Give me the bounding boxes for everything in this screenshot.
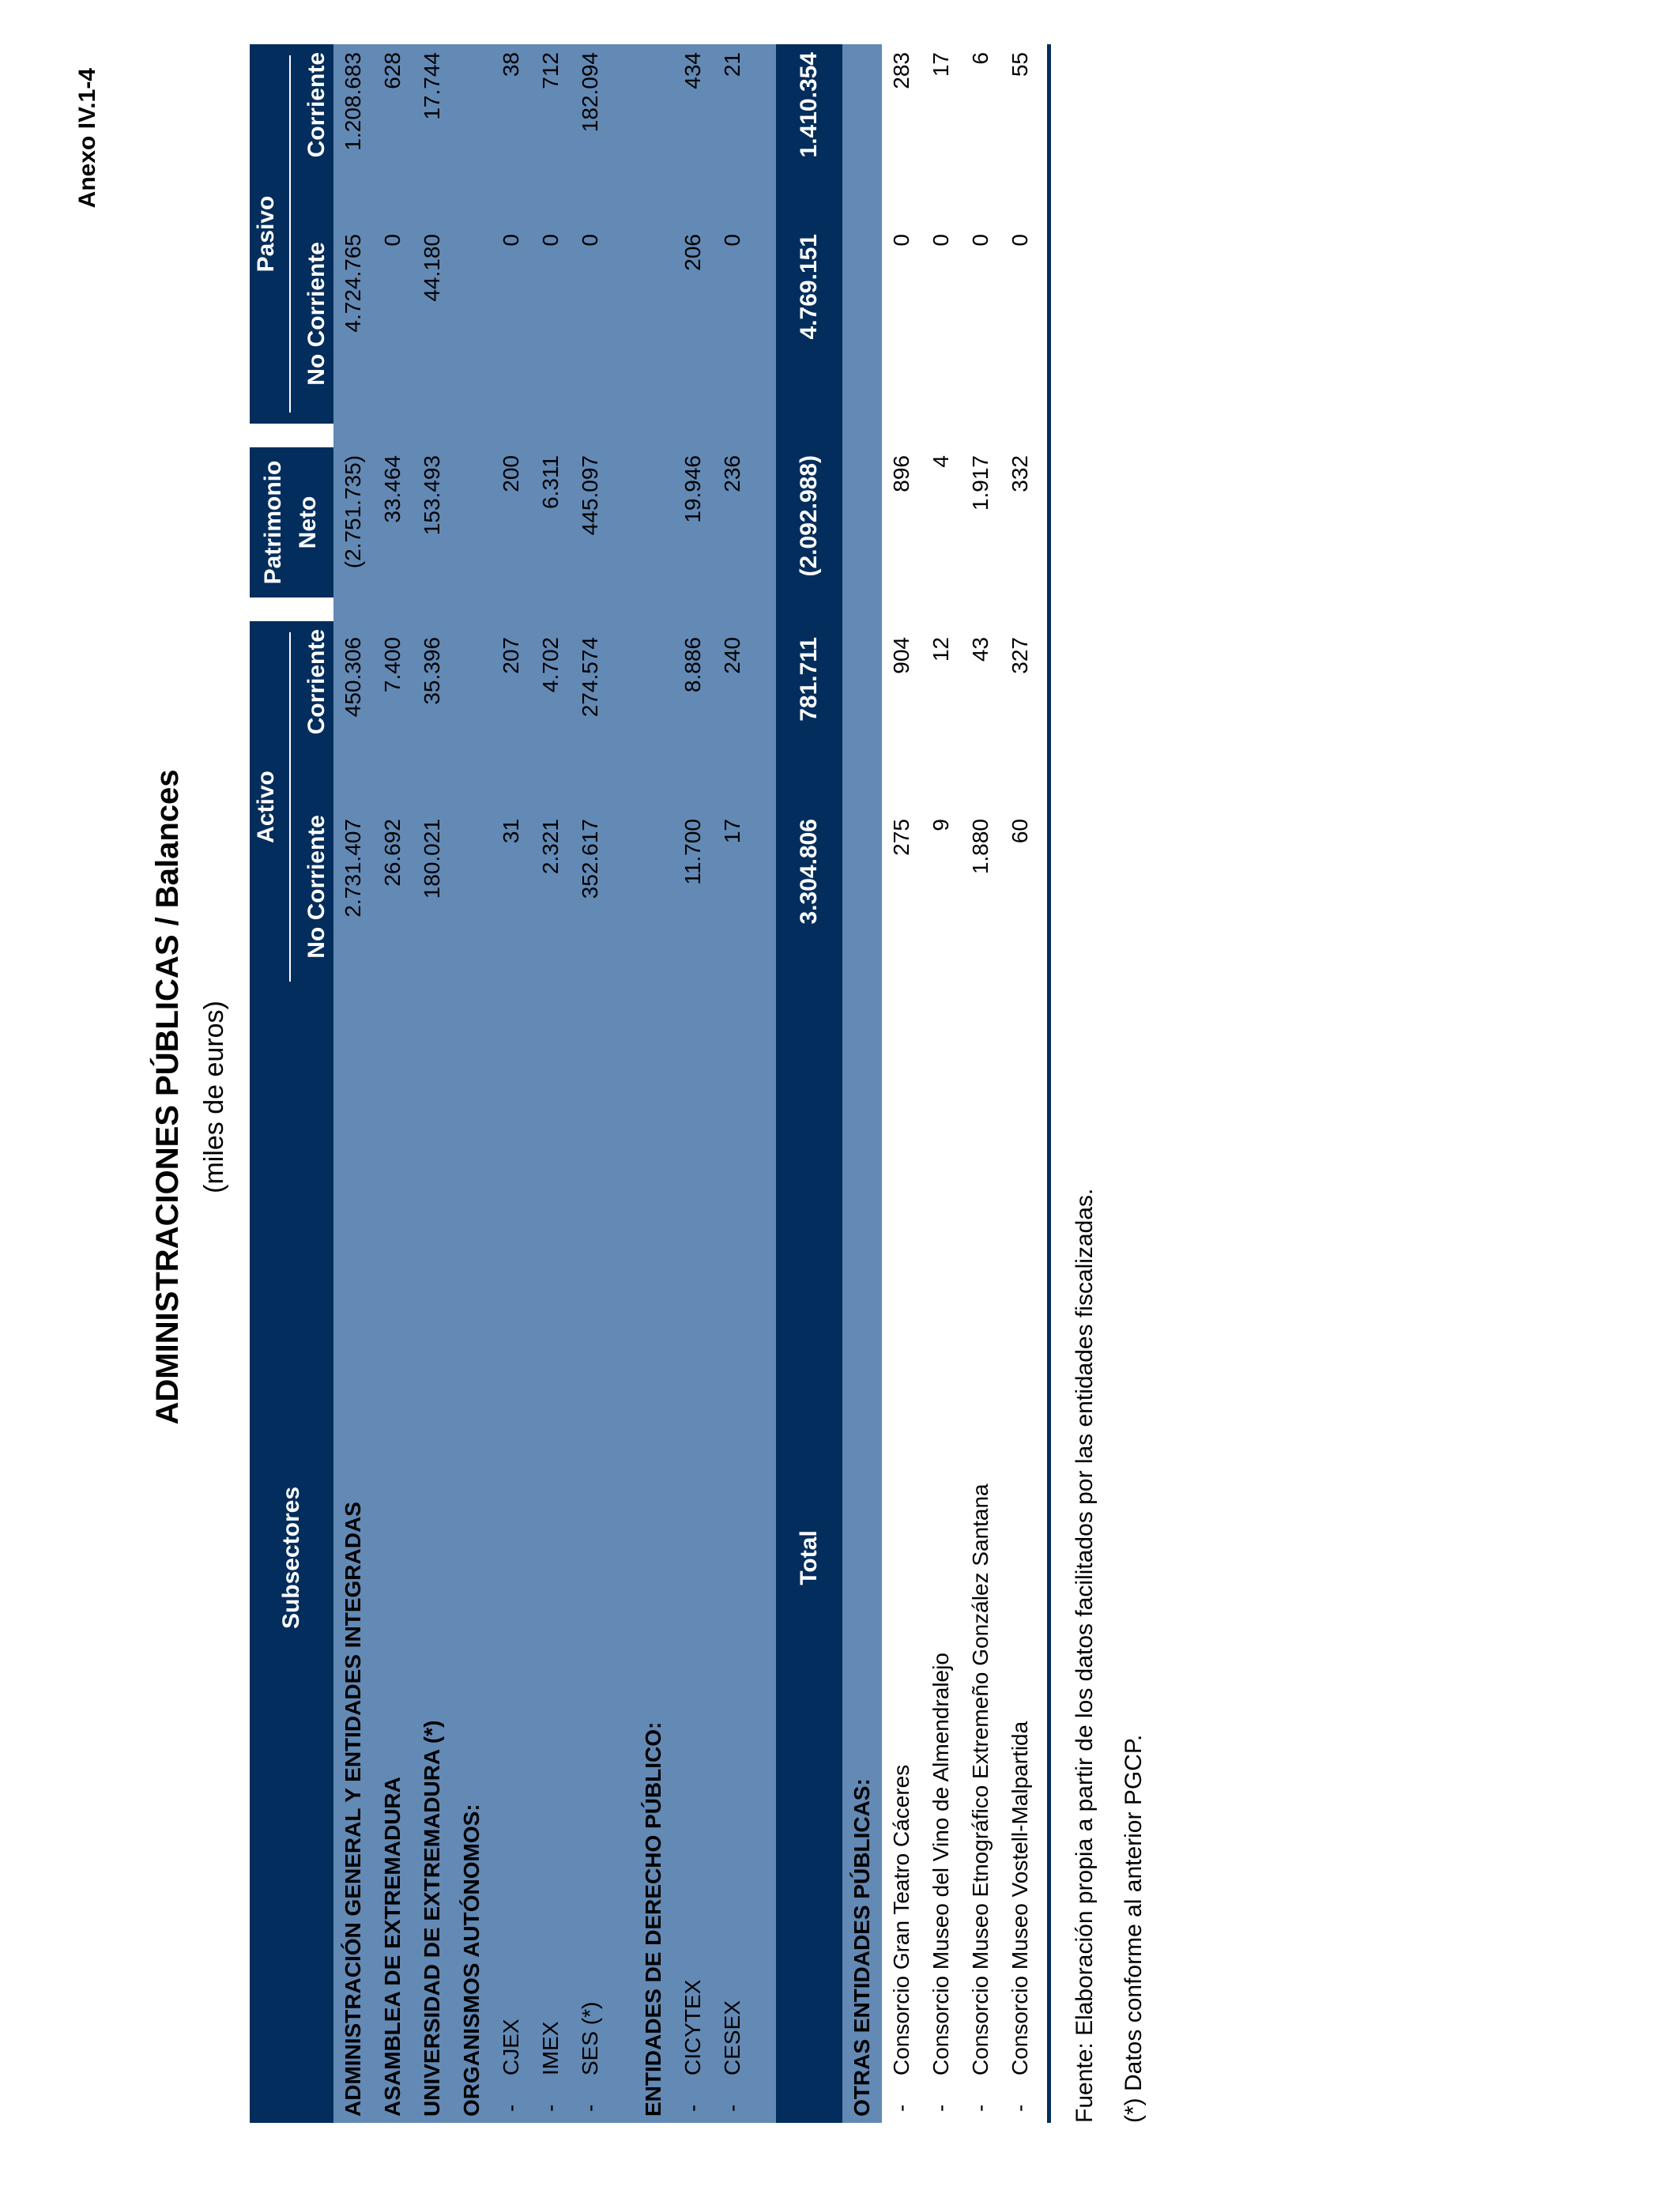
row-dash: - [1008, 2104, 1032, 2112]
cell-pasivo-no-corriente: 44.180 [420, 234, 444, 302]
cell-pasivo-no-corriente: 0 [929, 234, 953, 247]
cell-pasivo-no-corriente: 0 [889, 234, 913, 247]
cell-activo-corriente: 43 [968, 637, 993, 662]
header-divider [289, 55, 291, 413]
cell-pasivo-corriente: 283 [889, 52, 913, 89]
cell-activo-no-corriente: 11.700 [680, 819, 705, 885]
row-label-text: CICYTEX [680, 1979, 705, 2075]
section-header-label: ORGANISMOS AUTÓNOMOS: [459, 1804, 484, 2117]
table-row [373, 44, 412, 2123]
cell-activo-no-corriente: 26.692 [380, 819, 405, 887]
header-pasivo: Pasivo [253, 195, 279, 273]
cell-pasivo-no-corriente: 0 [499, 234, 523, 247]
cell-pasivo-corriente: 17.744 [420, 52, 444, 120]
section-header-label: OTRAS ENTIDADES PÚBLICAS: [849, 1778, 874, 2117]
row-label: ADMINISTRACIÓN GENERAL Y ENTIDADES INTEGRADAS [341, 1502, 365, 2117]
cell-pasivo-no-corriente: 4.724.765 [341, 234, 365, 333]
cell-pasivo-corriente: 712 [538, 52, 563, 89]
row-label [492, 2019, 531, 2112]
cell-activo-corriente: 450.306 [341, 637, 365, 718]
cell-pasivo-corriente: 38 [499, 52, 523, 77]
table-row [571, 44, 610, 2123]
header-patrimonio-group [250, 447, 333, 598]
cell-pasivo-corriente: 628 [380, 52, 405, 89]
cell-activo-no-corriente: 60 [1008, 819, 1032, 844]
table-row [1000, 44, 1040, 2123]
balances-table [250, 44, 1051, 2123]
row-dash: - [578, 2104, 602, 2112]
cell-activo-no-corriente: 2.321 [538, 819, 563, 875]
cell-activo-no-corriente: 17 [720, 819, 744, 844]
row-label-text: Consorcio Museo del Vino de Almendralejo [929, 1653, 953, 2075]
cell-pasivo-corriente: 55 [1008, 52, 1032, 77]
cell-activo-corriente: 240 [720, 637, 744, 674]
table-row [921, 44, 961, 2123]
header-subsectores: Subsectores [250, 993, 333, 2123]
header-activo: Activo [253, 771, 279, 843]
cell-pasivo-corriente: 21 [720, 52, 744, 77]
cell-activo-corriente: 8.886 [680, 637, 705, 693]
row-dash: - [929, 2104, 953, 2112]
cell-activo-corriente: 327 [1008, 637, 1032, 674]
cell-activo-corriente: 781.711 [796, 637, 822, 722]
cell-patrimonio-neto: (2.092.988) [796, 455, 822, 577]
row-label: ASAMBLEA DE EXTREMADURA [380, 1777, 405, 2117]
row-label [571, 2002, 610, 2112]
table-row [492, 44, 531, 2123]
page-subtitle: (miles de euros) [199, 1001, 229, 1193]
cell-activo-no-corriente: 275 [889, 819, 913, 856]
cell-activo-corriente: 12 [929, 637, 953, 662]
header-pasivo-corriente: Corriente [303, 52, 330, 158]
other-entities-section [842, 44, 1051, 2123]
total-row [776, 44, 842, 2123]
section-header-row [842, 44, 882, 2123]
cell-pasivo-no-corriente: 206 [680, 234, 705, 271]
section-header-row [452, 44, 492, 2123]
header-activo-no-corriente: No Corriente [303, 815, 330, 959]
cell-patrimonio-neto: 6.311 [538, 455, 563, 509]
row-label-text: SES (*) [578, 2001, 602, 2075]
header-patrimonio: Patrimonio [260, 460, 286, 585]
header-activo-group [250, 621, 333, 993]
table-row [673, 44, 713, 2123]
cell-activo-corriente: 4.702 [538, 637, 563, 693]
row-label: UNIVERSIDAD DE EXTREMADURA (*) [420, 1720, 444, 2117]
section-header-row [634, 44, 673, 2123]
cell-pasivo-corriente: 1.410.354 [796, 52, 822, 158]
row-label-text: IMEX [538, 2021, 563, 2075]
cell-activo-corriente: 35.396 [420, 637, 444, 705]
cell-pasivo-no-corriente: 0 [720, 234, 744, 247]
row-dash: - [499, 2104, 523, 2112]
header-pasivo-group [250, 44, 333, 424]
table-header [250, 44, 333, 2123]
row-label [882, 1765, 921, 2112]
row-dash: - [889, 2104, 913, 2112]
main-section [333, 44, 776, 2123]
cell-activo-corriente: 904 [889, 637, 913, 674]
cell-pasivo-corriente: 6 [968, 52, 993, 65]
cell-patrimonio-neto: 896 [889, 455, 913, 492]
row-label [531, 2022, 571, 2112]
cell-pasivo-no-corriente: 4.769.151 [796, 234, 822, 340]
cell-activo-no-corriente: 1.880 [968, 819, 993, 875]
cell-pasivo-no-corriente: 0 [968, 234, 993, 247]
cell-patrimonio-neto: 445.097 [578, 455, 602, 536]
cell-patrimonio-neto: 332 [1008, 455, 1032, 492]
cell-activo-corriente: 207 [499, 637, 523, 674]
cell-pasivo-corriente: 1.208.683 [341, 52, 365, 151]
cell-pasivo-no-corriente: 0 [1008, 234, 1032, 247]
row-spacer [752, 44, 776, 2123]
header-neto: Neto [295, 496, 321, 549]
row-label [961, 1483, 1000, 2112]
row-dash: - [720, 2104, 744, 2112]
row-label-text: CESEX [720, 2000, 744, 2075]
cell-pasivo-corriente: 182.094 [578, 52, 602, 133]
cell-activo-no-corriente: 2.731.407 [341, 819, 365, 918]
cell-patrimonio-neto: 4 [929, 455, 953, 468]
cell-patrimonio-neto: (2.751.735) [341, 455, 365, 569]
row-label [713, 2000, 752, 2112]
cell-patrimonio-neto: 200 [499, 455, 523, 492]
row-label [1000, 1721, 1040, 2112]
cell-pasivo-no-corriente: 0 [538, 234, 563, 247]
table-row [713, 44, 752, 2123]
row-label-text: Consorcio Museo Vostell-Malpartida [1008, 1721, 1032, 2075]
row-spacer [610, 44, 634, 2123]
section-header-label: ENTIDADES DE DERECHO PÚBLICO: [641, 1721, 665, 2117]
row-dash: - [680, 2104, 705, 2112]
row-label [921, 1653, 961, 2112]
cell-pasivo-corriente: 434 [680, 52, 705, 89]
total-label: Total [796, 1530, 822, 1585]
header-divider [289, 632, 291, 982]
cell-patrimonio-neto: 1.917 [968, 455, 993, 511]
row-label-text: CJEX [499, 2019, 523, 2075]
table-row [333, 44, 373, 2123]
table-bottom-rule [1047, 44, 1051, 2123]
cell-activo-corriente: 7.400 [380, 637, 405, 693]
table-row [882, 44, 921, 2123]
table-row [961, 44, 1000, 2123]
cell-activo-no-corriente: 352.617 [578, 819, 602, 899]
row-label [673, 1980, 713, 2112]
table-row [412, 44, 452, 2123]
cell-pasivo-no-corriente: 0 [380, 234, 405, 247]
page-title: ADMINISTRACIONES PÚBLICAS / Balances [150, 769, 185, 1425]
cell-patrimonio-neto: 236 [720, 455, 744, 492]
table-row [531, 44, 571, 2123]
header-pasivo-no-corriente: No Corriente [303, 242, 330, 386]
cell-activo-no-corriente: 31 [499, 819, 523, 844]
cell-activo-no-corriente: 180.021 [420, 819, 444, 899]
cell-pasivo-no-corriente: 0 [578, 234, 602, 247]
cell-activo-no-corriente: 3.304.806 [796, 819, 822, 925]
annex-label: Anexo IV.1-4 [74, 68, 100, 209]
cell-activo-no-corriente: 9 [929, 819, 953, 831]
row-label-text: Consorcio Museo Etnográfico Extremeño González Santana [968, 1483, 993, 2075]
row-label-text: Consorcio Gran Teatro Cáceres [889, 1764, 913, 2075]
footnote-asterisk: (*) Datos conforme al anterior PGCP. [1121, 1734, 1147, 2123]
row-dash: - [538, 2104, 563, 2112]
cell-patrimonio-neto: 19.946 [680, 455, 705, 523]
footnote-source: Fuente: Elaboración propia a partir de los datos facilitados por las entidades fiscalizadas. [1072, 1188, 1098, 2123]
cell-patrimonio-neto: 153.493 [420, 455, 444, 536]
cell-activo-corriente: 274.574 [578, 637, 602, 718]
header-activo-corriente: Corriente [303, 629, 330, 735]
cell-patrimonio-neto: 33.464 [380, 455, 405, 523]
cell-pasivo-corriente: 17 [929, 52, 953, 77]
row-dash: - [968, 2104, 993, 2112]
